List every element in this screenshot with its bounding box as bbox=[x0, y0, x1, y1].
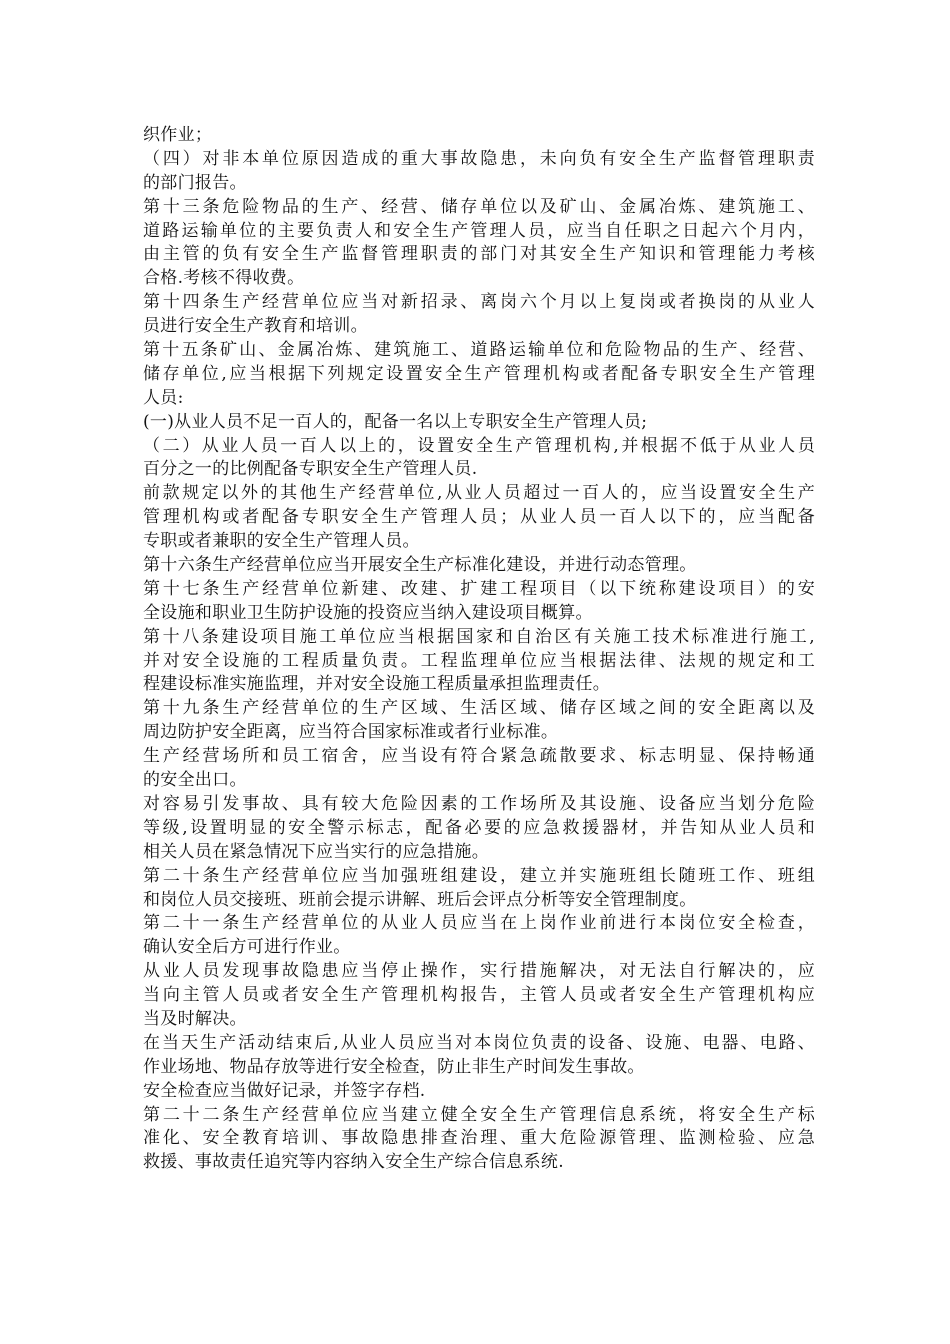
text-line: 管理机构或者配备专职安全生产管理人员；从业人员一百人以下的，应当配备 bbox=[143, 507, 815, 528]
text-line: 前款规定以外的其他生产经营单位,从业人员超过一百人的，应当设置安全生产 bbox=[143, 483, 815, 504]
text-line: 的安全出口。 bbox=[143, 770, 247, 791]
text-line: 百分之一的比例配备专职安全生产管理人员. bbox=[143, 459, 478, 480]
text-line: 织作业； bbox=[143, 125, 213, 145]
text-line: 第十六条生产经营单位应当开展安全生产标准化建设，并进行动态管理。 bbox=[143, 555, 697, 576]
text-line: 在当天生产活动结束后,从业人员应当对本岗位负责的设备、设施、电器、电路、 bbox=[143, 1032, 815, 1053]
text-line: 周边防护安全距离，应当符合国家标准或者行业标准。 bbox=[143, 722, 559, 743]
text-line: (一)从业人员不足一百人的，配备一名以上专职安全生产管理人员; bbox=[143, 411, 648, 432]
text-line: 生产经营场所和员工宿舍，应当设有符合紧急疏散要求、标志明显、保持畅通 bbox=[143, 746, 815, 767]
text-line: 从业人员发现事故隐患应当停止操作，实行措施解决，对无法自行解决的，应 bbox=[143, 961, 815, 982]
text-line: （四）对非本单位原因造成的重大事故隐患，未向负有安全生产监督管理职责 bbox=[143, 148, 815, 169]
text-line: 的部门报告。 bbox=[143, 172, 247, 193]
text-line: 当向主管人员或者安全生产管理机构报告，主管人员或者安全生产管理机构应 bbox=[143, 985, 815, 1006]
text-line: 合格.考核不得收费。 bbox=[143, 268, 305, 289]
text-line: 对容易引发事故、具有较大危险因素的工作场所及其设施、设备应当划分危险 bbox=[143, 793, 815, 814]
text-line: 准化、安全教育培训、事故隐患排查治理、重大危险源管理、监测检验、应急 bbox=[143, 1128, 815, 1149]
text-line: 第二十条生产经营单位应当加强班组建设，建立并实施班组长随班工作、班组 bbox=[143, 865, 815, 886]
text-line: 由主管的负有安全生产监督管理职责的部门对其安全生产知识和管理能力考核 bbox=[143, 244, 815, 265]
text-line: 人员: bbox=[143, 387, 184, 408]
text-line: 全设施和职业卫生防护设施的投资应当纳入建设项目概算。 bbox=[143, 602, 593, 623]
text-line: 员进行安全生产教育和培训。 bbox=[143, 316, 368, 337]
text-line: 和岗位人员交接班、班前会提示讲解、班后会评点分析等安全管理制度。 bbox=[143, 889, 697, 910]
text-line: 作业场地、物品存放等进行安全检查，防止非生产时间发生事故。 bbox=[143, 1056, 645, 1077]
text-line: 第十九条生产经营单位的生产区域、生活区域、储存区域之间的安全距离以及 bbox=[143, 698, 815, 719]
text-line: 储存单位,应当根据下列规定设置安全生产管理机构或者配备专职安全生产管理 bbox=[143, 363, 815, 384]
text-line: （二）从业人员一百人以上的，设置安全生产管理机构,并根据不低于从业人员 bbox=[143, 435, 815, 456]
text-line: 第二十一条生产经营单位的从业人员应当在上岗作业前进行本岗位安全检查， bbox=[143, 913, 815, 934]
text-line: 安全检查应当做好记录，并签字存档. bbox=[143, 1080, 426, 1101]
text-line: 相关人员在紧急情况下应当实行的应急措施。 bbox=[143, 841, 489, 862]
text-line: 等级,设置明显的安全警示标志，配备必要的应急救援器材，并告知从业人员和 bbox=[143, 817, 815, 838]
text-line: 第十三条危险物品的生产、经营、储存单位以及矿山、金属冶炼、建筑施工、 bbox=[143, 196, 815, 217]
text-line: 程建设标准实施监理，并对安全设施工程质量承担监理责任。 bbox=[143, 674, 611, 695]
text-line: 确认安全后方可进行作业。 bbox=[143, 937, 351, 958]
text-line: 第十八条建设项目施工单位应当根据国家和自治区有关施工技术标准进行施工, bbox=[143, 626, 815, 647]
text-line: 第十七条生产经营单位新建、改建、扩建工程项目（以下统称建设项目）的安 bbox=[143, 578, 815, 599]
text-line: 第十四条生产经营单位应当对新招录、离岗六个月以上复岗或者换岗的从业人 bbox=[143, 292, 815, 313]
text-line: 第十五条矿山、金属冶炼、建筑施工、道路运输单位和危险物品的生产、经营、 bbox=[143, 340, 815, 361]
text-line: 当及时解决。 bbox=[143, 1008, 247, 1029]
text-line: 道路运输单位的主要负责人和安全生产管理人员，应当自任职之日起六个月内， bbox=[143, 220, 815, 241]
text-line: 第二十二条生产经营单位应当建立健全安全生产管理信息系统，将安全生产标 bbox=[143, 1104, 815, 1125]
text-line: 专职或者兼职的安全生产管理人员。 bbox=[143, 531, 420, 552]
text-line: 并对安全设施的工程质量负责。工程监理单位应当根据法律、法规的规定和工 bbox=[143, 650, 815, 671]
document-body bbox=[143, 124, 815, 1175]
text-line: 救援、事故责任追究等内容纳入安全生产综合信息系统. bbox=[143, 1152, 564, 1173]
